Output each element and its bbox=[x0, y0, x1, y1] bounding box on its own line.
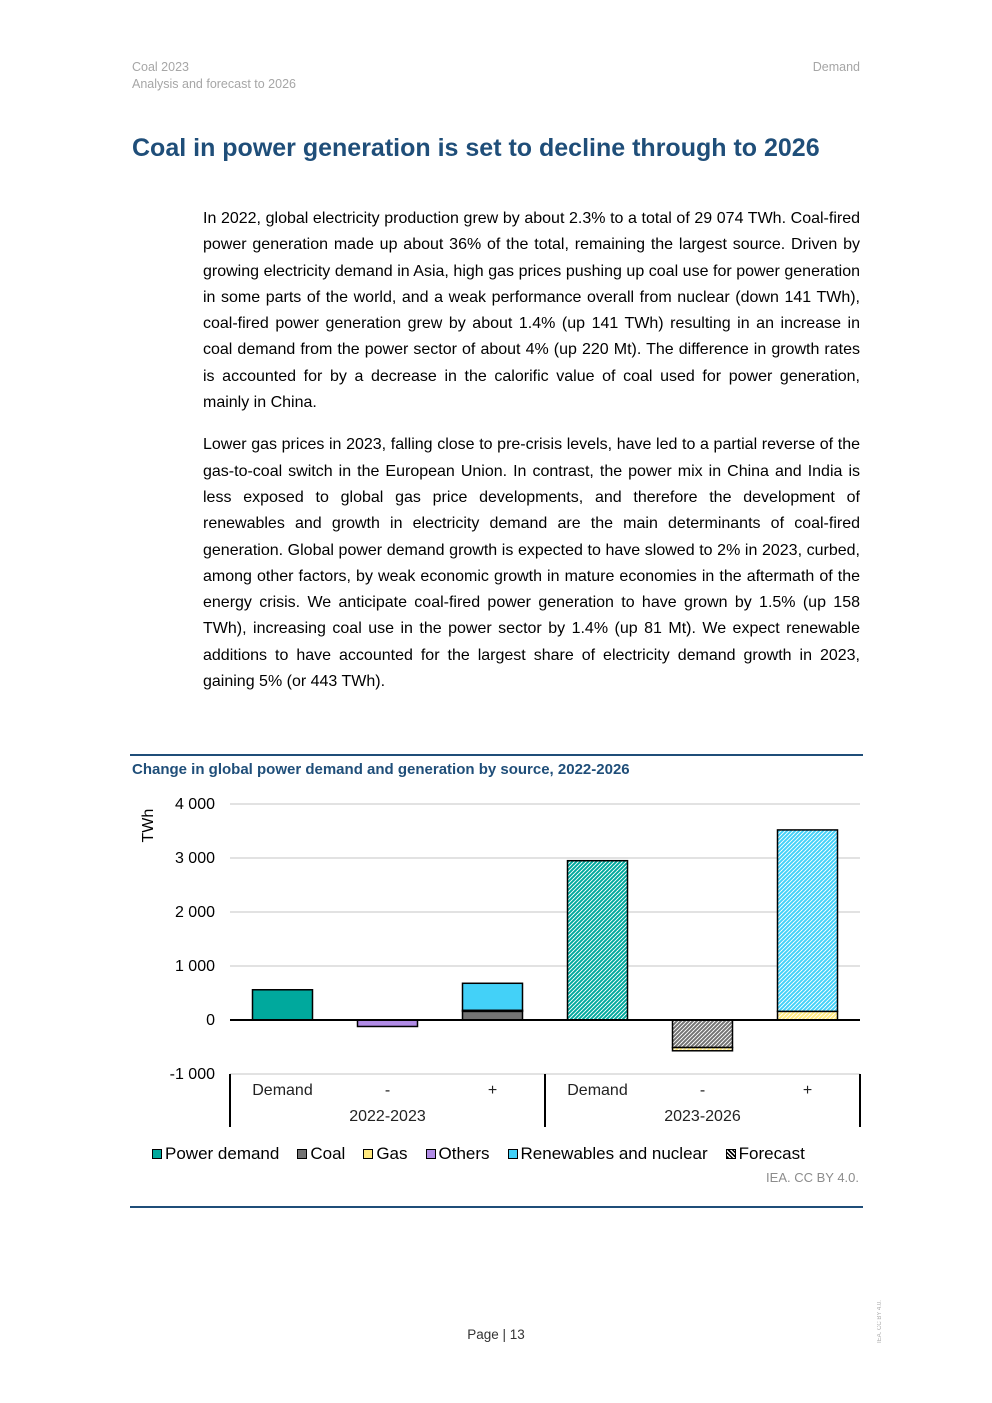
y-tick-label: 3 000 bbox=[174, 850, 215, 867]
legend-item bbox=[508, 1144, 708, 1164]
report-name: Coal 2023 bbox=[132, 60, 189, 74]
legend-swatch bbox=[426, 1149, 436, 1159]
x-tick-label: - bbox=[384, 1082, 391, 1099]
forecast-hatch bbox=[673, 1020, 733, 1048]
section-name: Demand bbox=[812, 60, 860, 74]
y-tick-label: 1 000 bbox=[174, 958, 215, 975]
paragraph-2: Lower gas prices in 2023, falling close to pre-crisis levels, have led to a partial reverse of the gas-to-coal switch in the European Union. In contrast, the power mix in China and India is less exposed to global gas price developments, and therefore the development of renewables and growth in electricity demand are the main determinants of coal-fired generation. Global power demand growth is expected to have slowed to 2% in 2023, curbed, among other factors, by weak economic growth in mature economies in the aftermath of the energy crisis. We anticipate coal-fired power generation to have grown by 1.5% (up 158 TWh), increasing coal use in the power sector by 1.4% (up 81 Mt). We expect renewable additions to have accounted for the largest share of electricity demand growth in 2023, gaining 5% (or 443 TWh). bbox=[203, 436, 860, 691]
legend-swatch bbox=[726, 1149, 736, 1159]
chart-source: IEA. CC BY 4.0. bbox=[766, 1170, 859, 1185]
legend-item bbox=[726, 1144, 805, 1164]
x-tick-label: + bbox=[487, 1082, 498, 1099]
x-tick-label: - bbox=[699, 1082, 706, 1099]
y-tick-label: 0 bbox=[206, 1012, 215, 1029]
chart-title: Change in global power demand and generation by source, 2022-2026 bbox=[132, 761, 630, 778]
bar-segment bbox=[253, 990, 313, 1020]
figure-top-rule bbox=[130, 754, 863, 756]
legend-label: Coal bbox=[310, 1144, 346, 1163]
x-tick-label: Demand bbox=[567, 1082, 628, 1099]
bar-segment bbox=[463, 1011, 523, 1020]
page-title: Coal in power generation is set to decline through to 2026 bbox=[132, 134, 820, 162]
legend-swatch bbox=[508, 1149, 518, 1159]
y-axis-label: TWh bbox=[140, 808, 157, 843]
legend-swatch bbox=[152, 1149, 162, 1159]
forecast-hatch bbox=[778, 830, 838, 1011]
legend-item bbox=[426, 1144, 490, 1164]
bar-segment bbox=[463, 983, 523, 1010]
report-subtitle: Analysis and forecast to 2026 bbox=[132, 77, 296, 91]
running-header-left bbox=[132, 59, 296, 93]
x-tick-label: + bbox=[802, 1082, 813, 1099]
legend-label: Forecast bbox=[738, 1144, 805, 1163]
legend-item bbox=[297, 1144, 345, 1164]
legend-swatch bbox=[363, 1149, 373, 1159]
side-license-note: IEA. CC BY 4.0. bbox=[877, 1300, 883, 1343]
group-label: 2023-2026 bbox=[664, 1108, 741, 1125]
body-text bbox=[203, 206, 860, 711]
x-tick-label: Demand bbox=[252, 1082, 313, 1099]
legend-swatch bbox=[297, 1149, 307, 1159]
legend-item bbox=[152, 1144, 279, 1164]
legend-item bbox=[363, 1144, 407, 1164]
legend-label: Renewables and nuclear bbox=[520, 1144, 708, 1163]
paragraph-1: In 2022, global electricity production grew by about 2.3% to a total of 29 074 TWh. Coal-fired power generation made up about 36% of the total, remaining the largest source. Driven by growing electricity demand in Asia, high gas prices pushing up coal use for power generation in some parts of the world, and a weak performance overall from nuclear (down 141 TWh), coal-fired power generation grew by about 1.4% (up 141 TWh) resulting in an increase in coal demand from the power sector of about 4% (up 220 Mt). The difference in growth rates is accounted for by a decrease in the calorific value of coal used for power generation, mainly in China. bbox=[203, 210, 860, 412]
page-number: Page | 13 bbox=[467, 1327, 525, 1342]
y-tick-label: 2 000 bbox=[174, 904, 215, 921]
y-tick-label: -1 000 bbox=[169, 1066, 215, 1083]
forecast-hatch bbox=[778, 1011, 838, 1020]
y-tick-label: 4 000 bbox=[174, 796, 215, 813]
bar-chart bbox=[130, 790, 865, 1135]
figure-bottom-rule bbox=[130, 1206, 863, 1208]
chart-legend bbox=[152, 1144, 823, 1164]
group-label: 2022-2023 bbox=[349, 1108, 426, 1125]
legend-label: Gas bbox=[376, 1144, 408, 1163]
legend-label: Others bbox=[438, 1144, 490, 1163]
legend-label: Power demand bbox=[165, 1144, 280, 1163]
forecast-hatch bbox=[568, 861, 628, 1020]
